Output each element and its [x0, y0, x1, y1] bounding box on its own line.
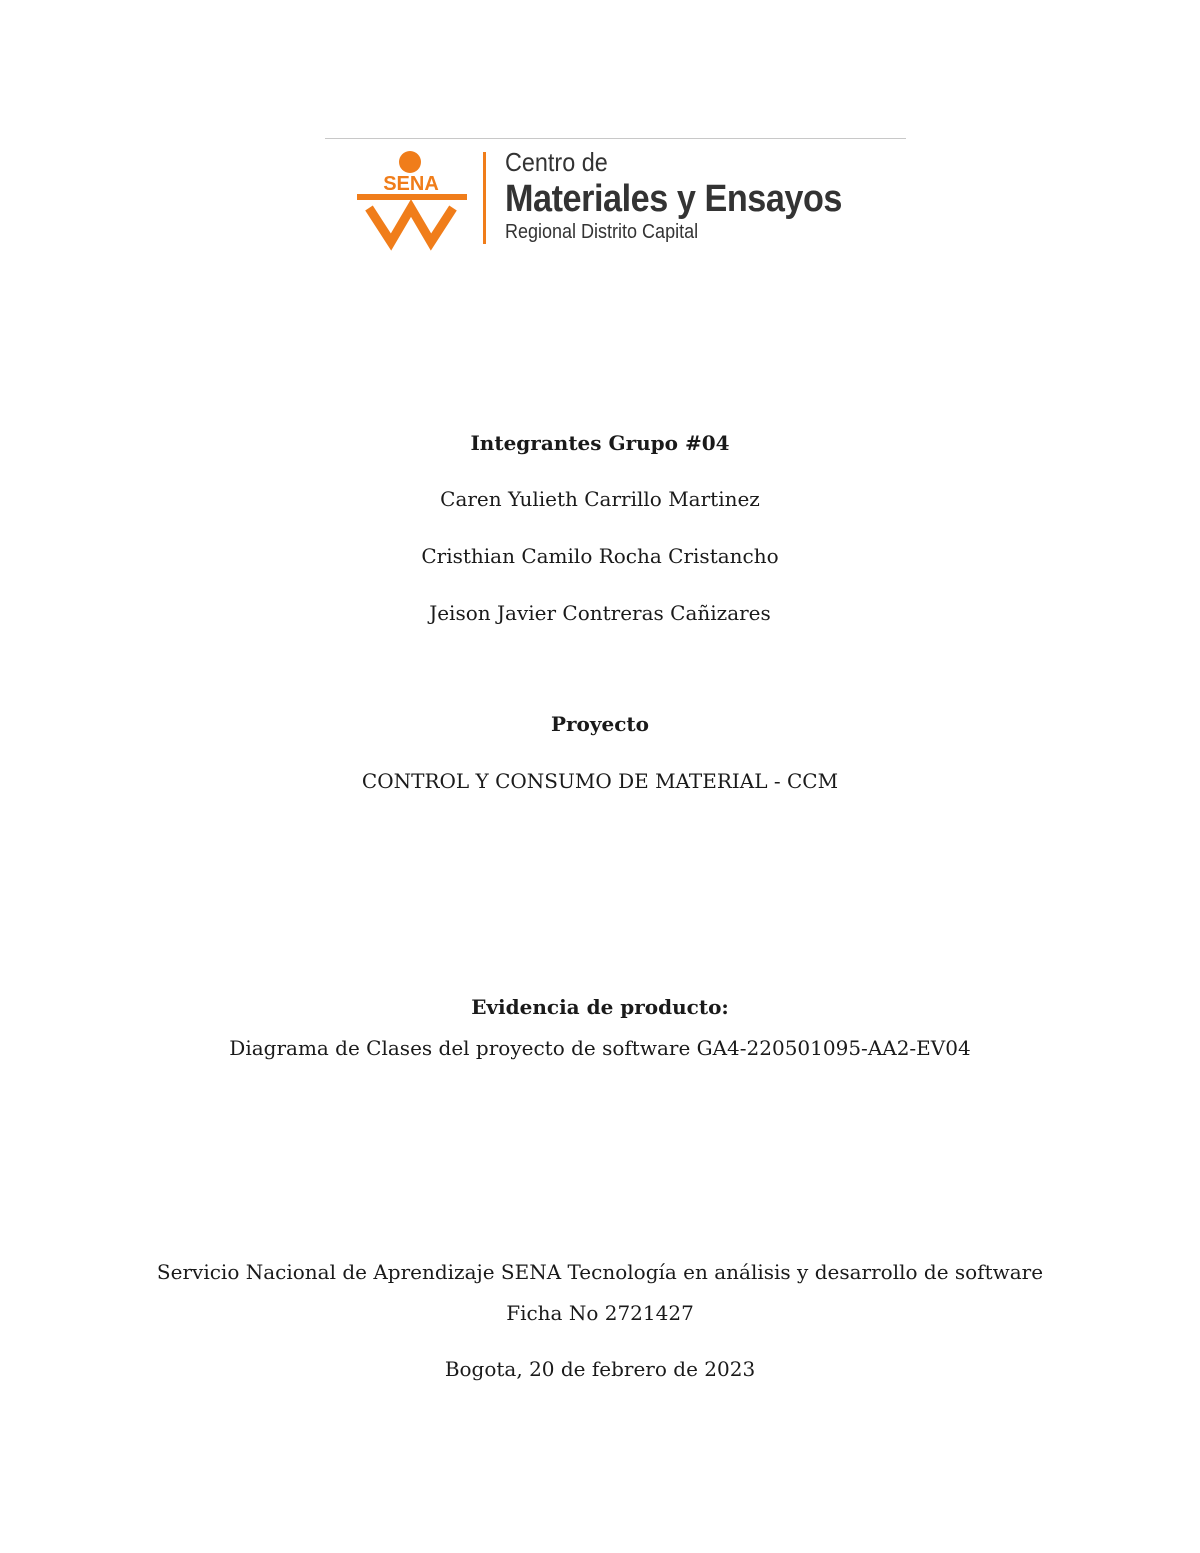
member-name: Cristhian Camilo Rocha Cristancho	[421, 544, 779, 568]
sena-brand-icon	[355, 146, 475, 256]
member-name: Jeison Javier Contreras Cañizares	[429, 601, 771, 625]
logo-line-centro: Centro de	[505, 147, 608, 177]
members-heading: Integrantes Grupo #04	[470, 431, 730, 455]
logo-divider	[483, 152, 486, 244]
logo-line-materiales: Materiales y Ensayos	[505, 178, 842, 220]
project-name: CONTROL Y CONSUMO DE MATERIAL - CCM	[361, 769, 839, 793]
sena-logo-head	[399, 151, 421, 173]
header-rule	[325, 138, 906, 139]
logo-line-regional: Regional Distrito Capital	[505, 221, 699, 243]
sena-logo-wordmark: SENA	[383, 173, 439, 195]
member-name: Caren Yulieth Carrillo Martinez	[440, 487, 760, 511]
ficha-line: Ficha No 2721427	[506, 1301, 694, 1325]
logo-text-block	[505, 146, 879, 244]
institution-line: Servicio Nacional de Aprendizaje SENA Tecnología en análisis y desarrollo de software	[156, 1260, 1044, 1284]
evidence-heading: Evidencia de producto:	[471, 995, 729, 1019]
place-date-line: Bogota, 20 de febrero de 2023	[444, 1357, 756, 1381]
sena-logo	[355, 146, 885, 256]
project-heading: Proyecto	[550, 712, 650, 736]
evidence-description: Diagrama de Clases del proyecto de software GA4-220501095-AA2-EV04	[229, 1036, 971, 1060]
sena-logo-body	[369, 208, 453, 242]
